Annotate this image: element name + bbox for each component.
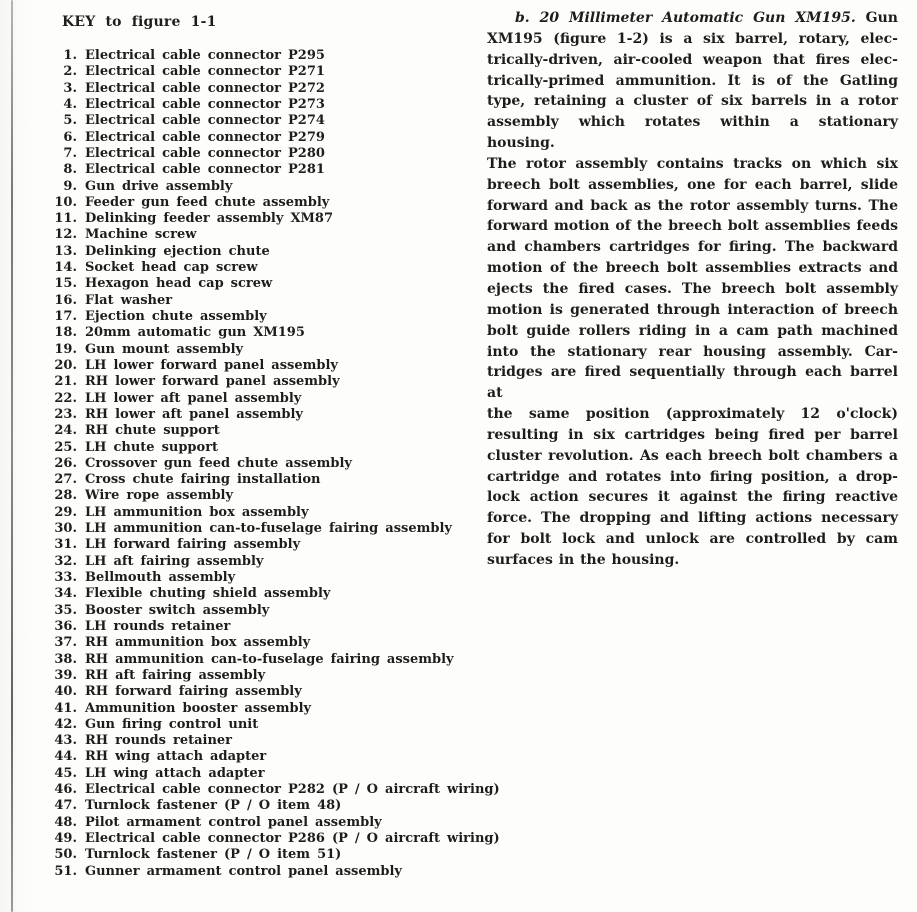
paragraph-line: trically-primed ammunition. It is of the Gatling: [487, 72, 898, 89]
key-item-text: LH ammunition can-to-fuselage fairing assembly: [85, 521, 452, 537]
key-item-number: 8.: [63, 162, 77, 178]
key-item-text: Feeder gun feed chute assembly: [85, 194, 330, 210]
key-item-text: LH ammunition box assembly: [85, 504, 309, 520]
key-item-number: 5.: [63, 113, 77, 129]
paragraph-body: [487, 29, 898, 571]
key-item-text: RH rounds retainer: [85, 733, 233, 749]
paragraph-line: surfaces in the housing.: [487, 551, 680, 568]
paragraph-line: forward and back as the rotor assembly turns. The: [487, 197, 898, 214]
key-item-number: 35.: [54, 602, 77, 618]
key-list-item: [50, 260, 490, 276]
key-item-text: Turnlock fastener (P / O item 51): [85, 847, 342, 863]
key-item-number: 13.: [54, 243, 77, 259]
key-item-number: 19.: [54, 341, 77, 357]
key-item-text: Bellmouth assembly: [85, 570, 236, 585]
key-item-number: 38.: [54, 651, 77, 667]
key-item-number: 45.: [54, 765, 77, 781]
key-list-item: [50, 162, 490, 178]
key-item-number: 49.: [54, 831, 77, 846]
key-list-item: [50, 766, 490, 782]
key-list-item: [50, 815, 490, 831]
key-list-item: [50, 847, 490, 863]
key-list-item: [50, 358, 490, 374]
paragraph-line: motion of the breech bolt assemblies extracts and: [487, 260, 898, 277]
key-item-text: LH wing attach adapter: [85, 765, 265, 781]
key-item-text: RH lower aft panel assembly: [85, 406, 303, 422]
key-list-item: [50, 391, 490, 407]
key-item-text: RH ammunition can-to-fuselage fairing assembly: [85, 651, 454, 667]
key-item-number: 42.: [54, 716, 77, 732]
paragraph-line: type, retaining a cluster of six barrels in a rotor: [487, 93, 898, 110]
key-item-text: RH chute support: [85, 423, 220, 439]
key-item-number: 3.: [63, 80, 77, 96]
key-list-item: [50, 586, 490, 602]
key-list-item: [50, 276, 490, 292]
key-item-number: 44.: [54, 749, 77, 765]
key-list-item: [50, 570, 490, 586]
key-item-number: 33.: [54, 570, 77, 585]
key-item-number: 18.: [54, 325, 77, 341]
key-item-number: 50.: [54, 847, 77, 863]
key-list-item: [50, 146, 490, 162]
key-item-number: 25.: [54, 439, 77, 455]
key-list-item: [50, 619, 490, 635]
key-item-text: LH lower aft panel assembly: [85, 390, 302, 406]
key-item-text: Electrical cable connector P272: [85, 80, 325, 96]
key-item-text: 20mm automatic gun XM195: [85, 325, 305, 341]
key-list-item: [50, 798, 490, 814]
paragraph-section: [487, 8, 898, 571]
key-item-text: Flat washer: [85, 292, 173, 308]
key-list-item: [50, 423, 490, 439]
key-item-text: Delinking ejection chute: [85, 243, 270, 259]
key-list-item: [50, 97, 490, 113]
key-item-number: 41.: [54, 700, 77, 716]
paragraph-line: forward motion of the breech bolt assemblies feeds: [487, 218, 898, 235]
key-item-text: Socket head cap screw: [85, 260, 258, 276]
key-item-text: Flexible chuting shield assembly: [85, 586, 331, 602]
key-list-item: [50, 309, 490, 325]
key-list-item: [50, 864, 490, 880]
key-item-text: Gun mount assembly: [85, 341, 244, 357]
key-item-text: RH aft fairing assembly: [85, 667, 266, 683]
key-list-item: [50, 537, 490, 553]
key-list-item: [50, 244, 490, 260]
key-item-text: Electrical cable connector P273: [85, 96, 325, 112]
key-list-item: [50, 81, 490, 97]
key-item-number: 47.: [54, 798, 77, 814]
key-list-item: [50, 113, 490, 129]
key-list-item: [50, 211, 490, 227]
key-item-number: 9.: [63, 178, 77, 194]
key-item-text: Wire rope assembly: [85, 488, 234, 504]
key-item-text: Electrical cable connector P271: [85, 64, 325, 80]
key-item-text: Gun drive assembly: [85, 178, 233, 194]
key-list-item: [50, 64, 490, 80]
key-item-number: 1.: [63, 48, 77, 63]
key-list-item: [50, 635, 490, 651]
paragraph-line: tridges are fired sequentially through each barrel at: [487, 364, 898, 402]
key-list-item: [50, 831, 500, 847]
paragraph-line: for bolt lock and unlock are controlled by cam: [487, 531, 898, 548]
key-item-number: 12.: [54, 227, 77, 243]
key-list-item: [50, 342, 490, 358]
key-item-number: 51.: [54, 863, 77, 879]
key-item-number: 21.: [54, 374, 77, 390]
paragraph-line: assembly which rotates within a stationary housing.: [487, 114, 898, 152]
key-item-number: 30.: [54, 521, 77, 537]
key-item-text: LH forward fairing assembly: [85, 537, 301, 553]
key-list-item: [50, 749, 490, 765]
key-item-number: 23.: [54, 406, 77, 422]
key-list-item: [50, 440, 490, 456]
key-list-item: [50, 554, 490, 570]
key-item-number: 36.: [54, 618, 77, 634]
paragraph-line: The rotor assembly contains tracks on which six: [487, 155, 898, 172]
paragraph-line: ejects the fired cases. The breech bolt assembly: [487, 280, 898, 297]
key-item-number: 14.: [54, 260, 77, 276]
key-item-text: Gun firing control unit: [85, 716, 259, 732]
paragraph-lead-italic: b. 20 Millimeter Automatic Gun XM195.: [515, 10, 856, 26]
paragraph-lead-rest: Gun: [865, 10, 898, 26]
key-list-item: [50, 603, 490, 619]
key-list-item: [50, 488, 490, 504]
key-item-number: 10.: [54, 194, 77, 210]
key-item-text: LH aft fairing assembly: [85, 553, 264, 569]
key-item-text: Turnlock fastener (P / O item 48): [85, 798, 342, 814]
paragraph-line: XM195 (figure 1-2) is a six barrel, rotary, elec-: [487, 30, 898, 47]
key-item-text: Electrical cable connector P274: [85, 113, 325, 129]
key-list-item: [50, 521, 490, 537]
key-item-text: Electrical cable connector P279: [85, 129, 325, 145]
key-item-text: Booster switch assembly: [85, 602, 270, 618]
key-list-item: [50, 227, 490, 243]
key-item-text: Delinking feeder assembly XM87: [85, 211, 334, 227]
key-item-text: Ejection chute assembly: [85, 309, 267, 324]
key-item-text: RH wing attach adapter: [85, 749, 267, 765]
key-item-text: Crossover gun feed chute assembly: [85, 455, 352, 471]
key-item-number: 4.: [63, 96, 77, 112]
paragraph-line: breech bolt assemblies, one for each barrel, slide: [487, 176, 898, 193]
key-item-number: 32.: [54, 553, 77, 569]
key-item-text: RH ammunition box assembly: [85, 635, 311, 651]
key-item-number: 29.: [54, 504, 77, 520]
key-list-item: [50, 325, 490, 341]
key-list-item: [50, 374, 490, 390]
key-item-number: 28.: [54, 488, 77, 504]
key-item-text: RH forward fairing assembly: [85, 684, 302, 700]
key-item-number: 17.: [54, 309, 77, 324]
key-item-text: LH lower forward panel assembly: [85, 357, 338, 373]
key-item-text: Electrical cable connector P280: [85, 145, 325, 161]
key-item-number: 24.: [54, 423, 77, 439]
key-item-number: 11.: [54, 211, 77, 227]
key-item-text: Machine screw: [85, 227, 197, 243]
key-list-item: [50, 717, 490, 733]
key-item-text: Cross chute fairing installation: [85, 472, 321, 488]
key-list-item: [50, 130, 490, 146]
paragraph-line: cluster revolution. As each breech bolt chambers a: [487, 447, 898, 464]
paragraph-line: bolt guide rollers riding in a cam path machined: [487, 322, 898, 339]
key-item-number: 15.: [54, 276, 77, 292]
paragraph-line: trically-driven, air-cooled weapon that fires elec-: [487, 51, 898, 68]
paragraph-line: and chambers cartridges for firing. The backward: [487, 239, 898, 256]
key-item-number: 34.: [54, 586, 77, 602]
key-list-item: [50, 505, 490, 521]
paragraph-line: lock action secures it against the firing reactive: [487, 489, 898, 506]
key-list-item: [50, 456, 490, 472]
key-item-number: 37.: [54, 635, 77, 651]
key-item-number: 16.: [54, 292, 77, 308]
key-list-item: [50, 684, 490, 700]
key-item-number: 43.: [54, 733, 77, 749]
paragraph-line: motion is generated through interaction of breech: [487, 301, 898, 318]
paragraph-line: resulting in six cartridges being fired per barrel: [487, 426, 898, 443]
key-item-text: LH rounds retainer: [85, 618, 231, 634]
key-item-number: 6.: [63, 129, 77, 145]
key-list-item: [50, 472, 490, 488]
key-list-item: [50, 782, 500, 798]
key-item-text: Hexagon head cap screw: [85, 276, 273, 292]
key-item-number: 48.: [54, 814, 77, 830]
key-item-text: Gunner armament control panel assembly: [85, 863, 402, 879]
key-title: KEY to figure 1-1: [62, 14, 217, 30]
key-list-item: [50, 293, 490, 309]
key-item-number: 46.: [54, 782, 77, 798]
key-list-item: [50, 668, 490, 684]
key-item-number: 31.: [54, 537, 77, 553]
paragraph-line: cartridge and rotates into firing position, a drop-: [487, 468, 898, 485]
key-item-number: 7.: [63, 145, 77, 161]
key-item-text: LH chute support: [85, 439, 219, 455]
page-edge-line: [11, 0, 13, 912]
key-list-item: [50, 701, 490, 717]
key-item-number: 39.: [54, 667, 77, 683]
key-item-number: 20.: [54, 357, 77, 373]
key-item-number: 40.: [54, 684, 77, 700]
key-list: [50, 48, 500, 880]
paragraph-line: into the stationary rear housing assembly. Car-: [487, 343, 898, 360]
paragraph-line: force. The dropping and lifting actions necessary: [487, 510, 898, 527]
key-item-text: Ammunition booster assembly: [85, 700, 312, 716]
key-item-number: 2.: [63, 64, 77, 80]
key-list-item: [50, 195, 490, 211]
key-list-item: [50, 407, 490, 423]
key-list-item: [50, 652, 490, 668]
paragraph-line: the same position (approximately 12 o'clock): [487, 406, 898, 423]
key-item-text: Electrical cable connector P281: [85, 162, 325, 178]
key-item-text: Electrical cable connector P295: [85, 48, 325, 63]
key-item-text: RH lower forward panel assembly: [85, 374, 340, 390]
key-item-number: 22.: [54, 390, 77, 406]
key-list-item: [50, 48, 490, 64]
key-item-text: Electrical cable connector P286 (P / O aircraft wiring): [85, 831, 500, 846]
key-list-item: [50, 179, 490, 195]
key-list-item: [50, 733, 490, 749]
paragraph-first-line: [487, 8, 898, 29]
key-item-number: 27.: [54, 472, 77, 488]
key-item-text: Electrical cable connector P282 (P / O aircraft wiring): [85, 782, 500, 798]
key-item-number: 26.: [54, 455, 77, 471]
key-item-text: Pilot armament control panel assembly: [85, 814, 382, 830]
